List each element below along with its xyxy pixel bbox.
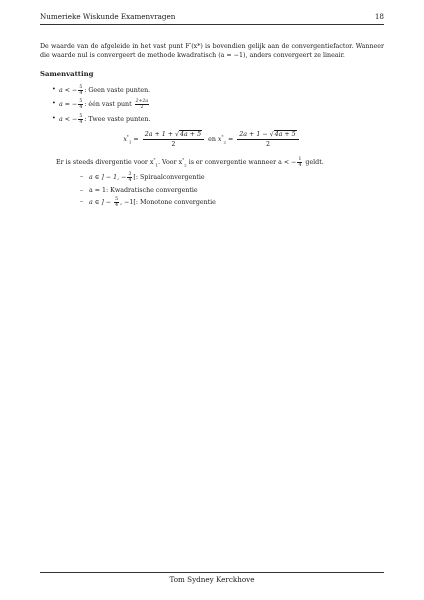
x2-denominator: 2 xyxy=(265,140,270,148)
bullet-text: : Twee vaste punten. xyxy=(84,115,151,123)
case-item xyxy=(80,197,384,208)
summary-bullets xyxy=(40,85,384,125)
divergence-text: Er is steeds divergentie voor $x^*_1$. Voor $x^*_2$ is er convergentie wanneer a < − $\frac{1}{4}$ geldt. – a ∈ ] − 1, − $\frac{3}{4}$ [: Spiraalconvergentie – a = 1: Kwadratische convergentie – a ∈ ] − $\frac{5}{4}$ , −1[: Monotone convergentie xyxy=(40,155,384,209)
bullet-icon: • xyxy=(52,85,56,93)
fraction-numerator: 2+2a xyxy=(135,99,149,105)
x1-subscript: 1 xyxy=(128,138,132,144)
divergence-part-c: is er convergentie wanneer a < − xyxy=(186,158,297,166)
fraction-denominator: 4 xyxy=(79,119,83,125)
bullet-icon: • xyxy=(52,100,56,108)
divergence-sub1: 1 xyxy=(155,161,159,167)
bullet-condition: a < − xyxy=(59,115,78,123)
x2-subscript: 2 xyxy=(223,138,227,144)
x2-radicand: 4a + 5 xyxy=(274,130,296,138)
x2-numerator: 2a + 1 − xyxy=(239,130,270,138)
x1-denominator: 2 xyxy=(171,140,176,148)
bullet-text: : Geen vaste punten. xyxy=(84,86,151,94)
divergence-sub2: 2 xyxy=(184,161,187,167)
divergence-part-b: . Voor x xyxy=(158,158,183,166)
case-condition: a ∈ ] − xyxy=(89,199,114,207)
formula-join: en xyxy=(208,135,218,143)
fraction-denominator: 2 xyxy=(140,105,144,111)
dash-icon: – xyxy=(80,198,84,206)
bullet-fraction xyxy=(78,114,83,125)
fraction-numerator: 5 xyxy=(79,113,83,119)
x1-fraction: $\frac{2a + 1 + √4a + 5}{2}$ xyxy=(143,130,204,149)
bullet-fraction xyxy=(78,99,83,110)
case-text: , −1[: Monotone convergentie xyxy=(120,199,216,207)
case-fraction xyxy=(114,197,119,208)
bullet-condition: a < − xyxy=(59,86,78,94)
case-condition: a ∈ ] − 1, − xyxy=(89,174,127,182)
x1-numerator: 2a + 1 + xyxy=(144,130,176,138)
fraction-denominator: 4 xyxy=(79,90,83,96)
bullet-condition: a = − xyxy=(59,101,78,109)
x2-symbol: x xyxy=(217,135,222,143)
page-body xyxy=(40,42,384,211)
header-rule xyxy=(40,24,384,25)
case-item xyxy=(80,186,384,195)
intro-paragraph: De waarde van de afgeleide in het vast punt F′(x*) is bovendien gelijk aan de convergentiefactor. Wanneer die waarde nul is convergeert de methode kwadratisch (a = −1), anders convergeert ze lineair. xyxy=(40,43,384,60)
bullet-item xyxy=(52,99,384,110)
fraction-denominator: 4 xyxy=(115,203,119,209)
case-text: a = 1: Kwadratische convergentie xyxy=(89,186,198,194)
page-header xyxy=(40,11,384,23)
dash-icon: – xyxy=(80,173,84,181)
case-item xyxy=(80,172,384,183)
divergence-part-d: geldt. xyxy=(303,158,324,166)
fixed-point-fraction xyxy=(135,99,149,110)
fraction-numerator: 3 xyxy=(128,172,132,178)
dash-icon: – xyxy=(80,186,84,194)
case-text: [: Spiraalconvergentie xyxy=(133,174,205,182)
fraction-numerator: 5 xyxy=(79,84,83,90)
fraction-numerator: 1 xyxy=(298,156,302,162)
bullet-item xyxy=(52,85,384,96)
x1-symbol: x xyxy=(123,135,127,143)
fraction-denominator: 4 xyxy=(298,162,302,168)
fixed-points-formula: $x^*_1$ = $\frac{2a + 1 + √4a + 5}{2}$ en $x^*_2$ = $\frac{2a + 1 - √4a + 5}{2}$ xyxy=(40,130,384,149)
summary-title: Samenvatting xyxy=(40,70,94,79)
header-title: Numerieke Wiskunde Examenvragen xyxy=(40,12,176,21)
bullet-item xyxy=(52,114,384,125)
bullet-text: : één vast punt xyxy=(84,101,132,109)
footer-rule xyxy=(40,572,384,573)
divergence-part-a: Er is steeds divergentie voor x xyxy=(56,158,154,166)
x2-fraction: $\frac{2a + 1 - √4a + 5}{2}$ xyxy=(237,130,298,149)
divergence-fraction xyxy=(297,157,302,168)
convergence-cases xyxy=(56,172,384,208)
fraction-numerator: 5 xyxy=(115,197,119,203)
fraction-denominator: 4 xyxy=(79,105,83,111)
page-footer xyxy=(40,575,384,585)
x1-radicand: 4a + 5 xyxy=(180,130,202,138)
case-fraction xyxy=(127,172,132,183)
page-number: 18 xyxy=(374,12,384,21)
bullet-fraction xyxy=(78,85,83,96)
footer-author: Tom Sydney Kerckhove xyxy=(169,575,255,584)
fraction-denominator: 4 xyxy=(128,178,132,184)
bullet-icon: • xyxy=(52,114,56,122)
fraction-numerator: 5 xyxy=(79,99,83,105)
